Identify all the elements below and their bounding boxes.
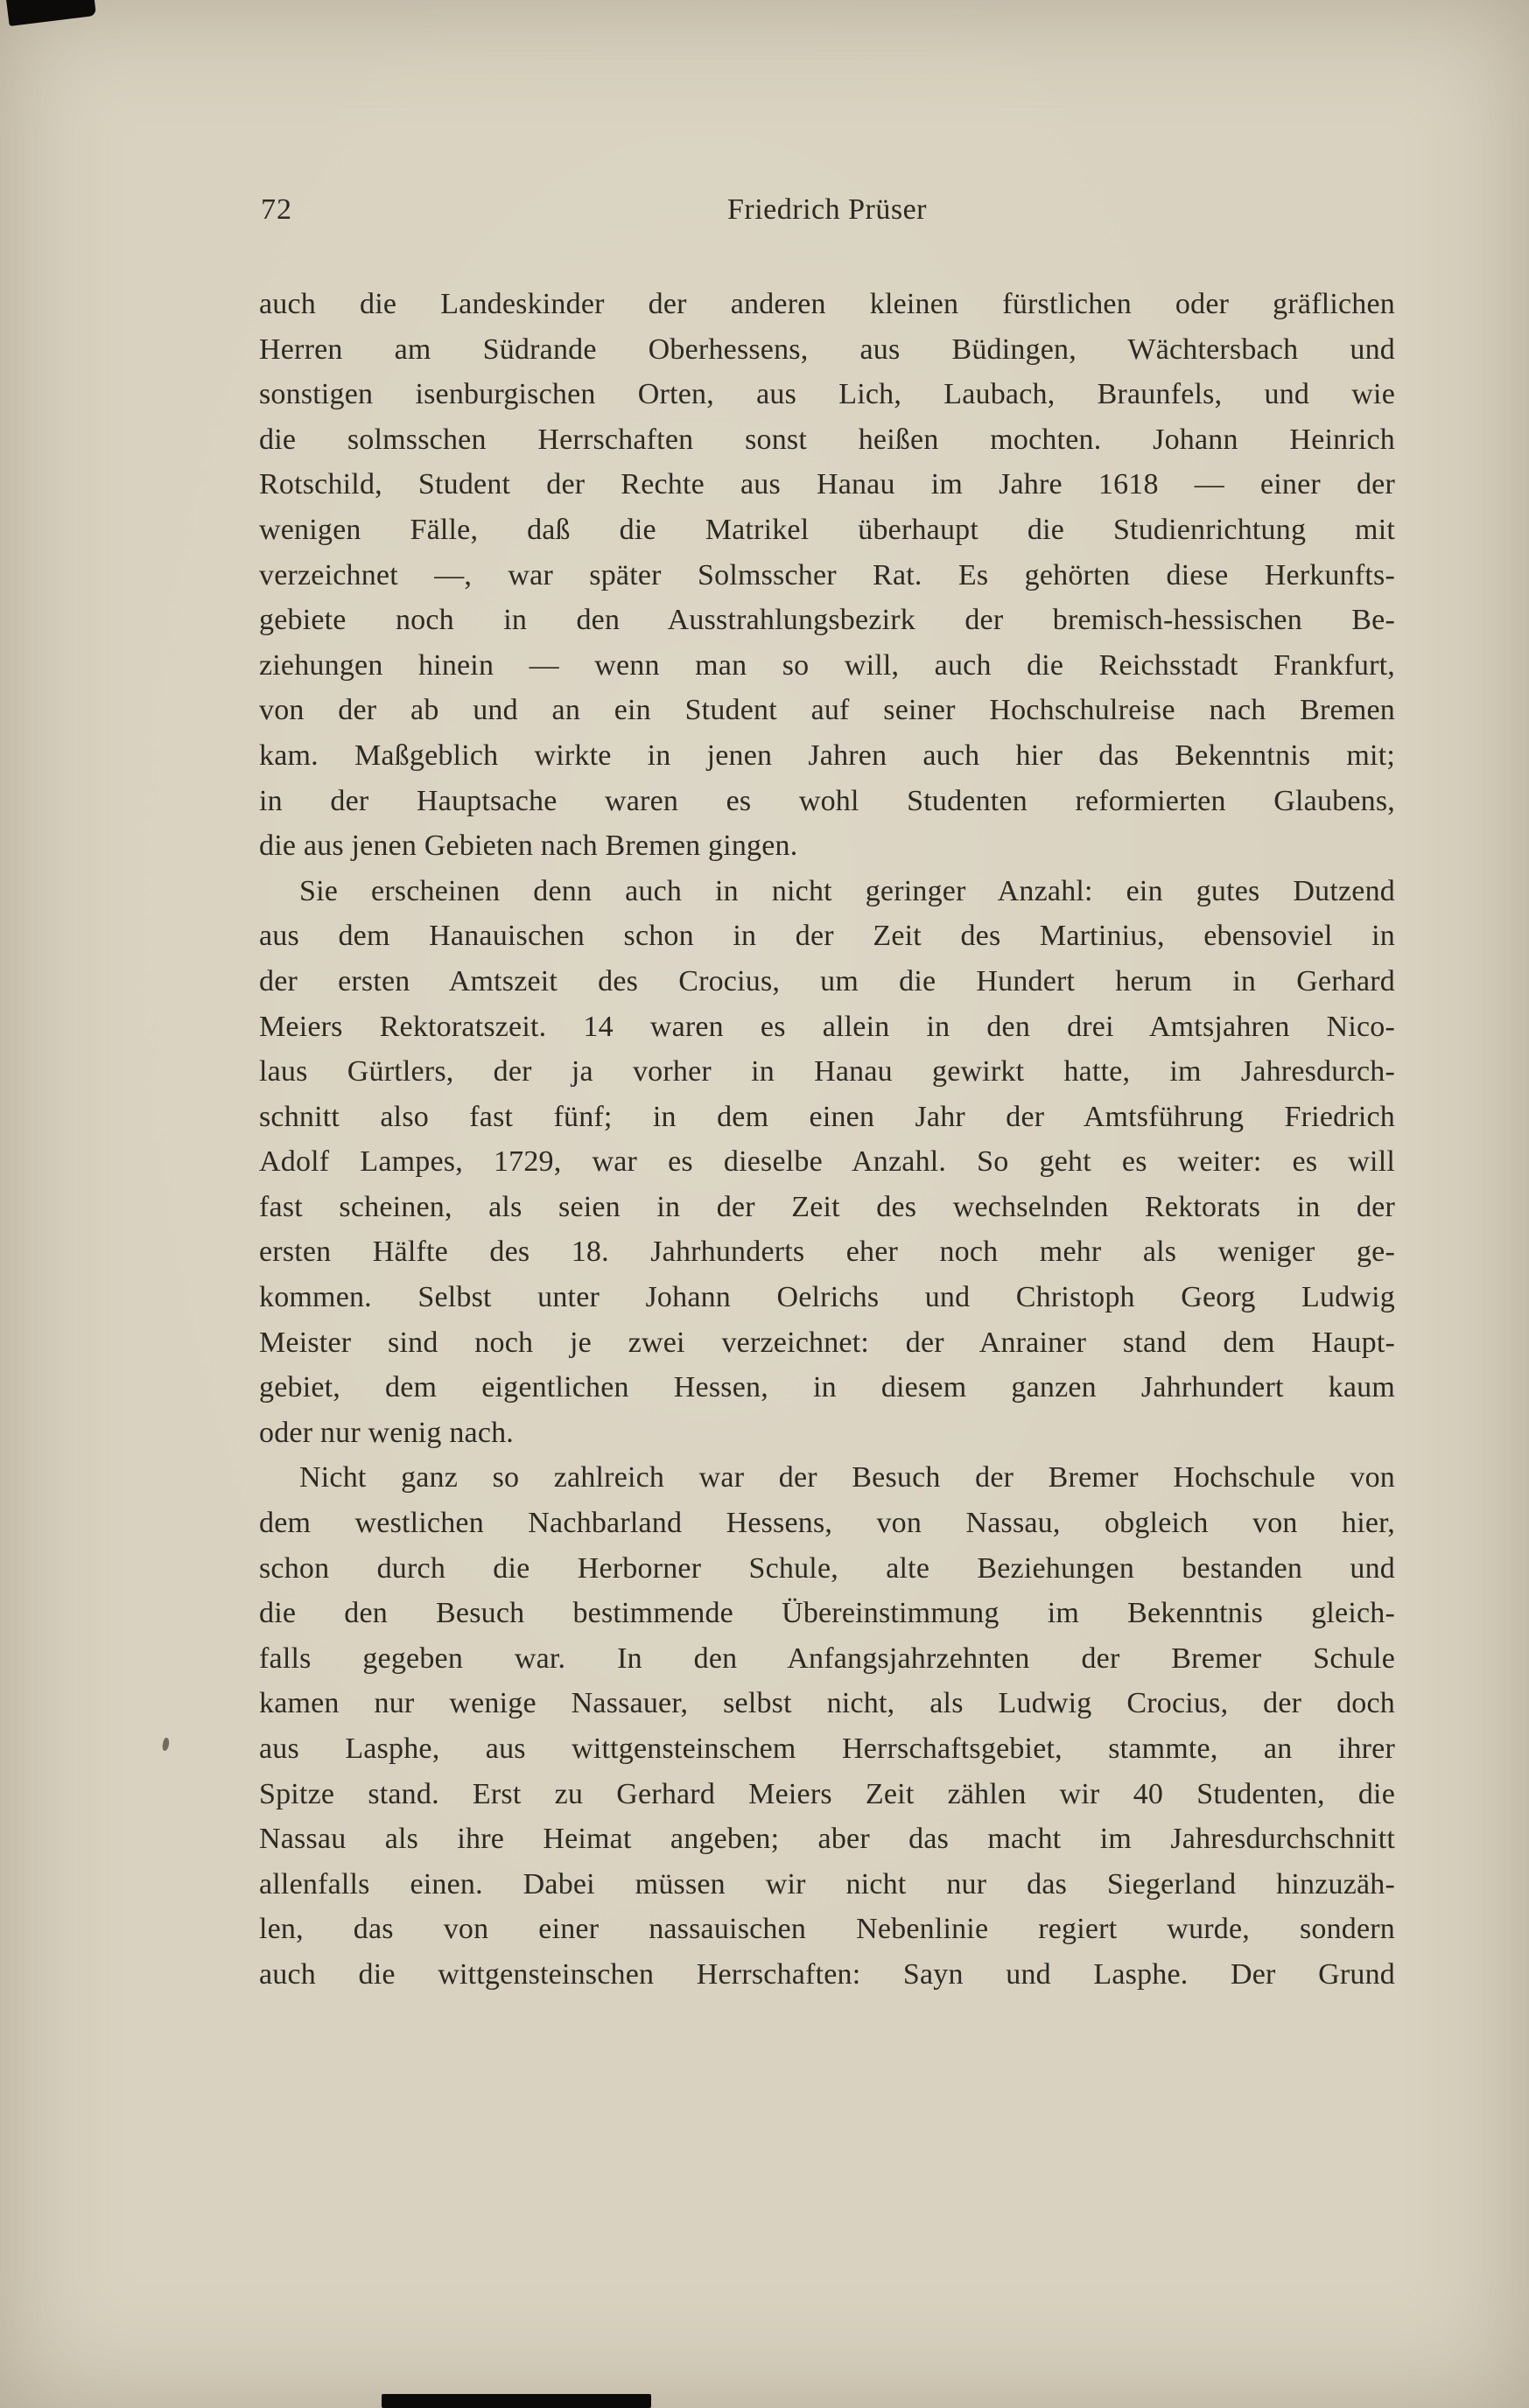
scan-artifact-top-left [5,0,96,26]
scan-artifact-bottom [382,2394,651,2408]
text-line: falls gegeben war. In den Anfangsjahrzehnten der Bremer Schule [259,1642,1395,1675]
text-line: Nassau als ihre Heimat angeben; aber das macht im Jahresdurchschnitt [259,1823,1395,1856]
text-line: Herren am Südrande Oberhessens, aus Büdingen, Wächtersbach und [259,332,1395,366]
text-line: auch die Landeskinder der anderen kleinen fürstlichen oder gräflichen [259,288,1395,320]
text-line: die aus jenen Gebieten nach Bremen gingen. [259,830,798,863]
text-line: Meister sind noch je zwei verzeichnet: der Anrainer stand dem Haupt- [259,1326,1395,1359]
text-line: Nicht ganz so zahlreich war der Besuch der Bremer Hochschule von [299,1461,1395,1494]
text-line: ersten Hälfte des 18. Jahrhunderts eher noch mehr als weniger ge- [259,1236,1395,1269]
text-line: verzeichnet —, war später Solmsscher Rat. Es gehörten diese Herkunfts- [259,558,1395,592]
text-line: kam. Maßgeblich wirkte in jenen Jahren auch hier das Bekenntnis mit; [259,738,1395,772]
text-line: Meiers Rektoratszeit. 14 waren es allein in den drei Amtsjahren Nico- [259,1010,1395,1043]
text-block [259,282,1395,1998]
scan-speck [162,1737,171,1751]
running-header: Friedrich Prüser [726,193,927,226]
text-line: von der ab und an ein Student auf seiner Hochschulreise nach Bremen [259,694,1395,727]
text-line: der ersten Amtszeit des Crocius, um die Hundert herum in Gerhard [259,964,1395,998]
text-line: oder nur wenig nach. [259,1416,515,1449]
text-line: gebiet, dem eigentlichen Hessen, in diesem ganzen Jahrhundert kaum [259,1371,1395,1404]
text-line: aus Lasphe, aus wittgensteinschem Herrschaftsgebiet, stammte, an ihrer [259,1732,1395,1765]
text-line: kamen nur wenige Nassauer, selbst nicht, als Ludwig Crocius, der doch [259,1687,1395,1720]
page-number: 72 [261,193,292,226]
text-line: kommen. Selbst unter Johann Oelrichs und Christoph Georg Ludwig [259,1281,1395,1314]
text-line: laus Gürtlers, der ja vorher in Hanau gewirkt hatte, im Jahresdurch- [259,1055,1395,1088]
text-line: Spitze stand. Erst zu Gerhard Meiers Zeit zählen wir 40 Studenten, die [259,1777,1395,1810]
text-line: Rotschild, Student der Rechte aus Hanau im Jahre 1618 — einer der [259,468,1395,501]
text-line: len, das von einer nassauischen Nebenlinie regiert wurde, sondern [259,1913,1395,1946]
text-line: Adolf Lampes, 1729, war es dieselbe Anzahl. So geht es weiter: es will [259,1145,1395,1179]
text-line: dem westlichen Nachbarland Hessens, von Nassau, obgleich von hier, [259,1507,1395,1540]
text-line: aus dem Hanauischen schon in der Zeit des Martinius, ebensoviel in [259,920,1395,953]
text-line: schon durch die Herborner Schule, alte Beziehungen bestanden und [259,1551,1395,1585]
text-line: in der Hauptsache waren es wohl Studenten reformierten Glaubens, [259,784,1395,817]
text-line: auch die wittgensteinschen Herrschaften: Sayn und Lasphe. Der Grund [259,1957,1395,1991]
text-line: schnitt also fast fünf; in dem einen Jahr der Amtsführung Friedrich [259,1100,1395,1133]
text-line: die solmsschen Herrschaften sonst heißen mochten. Johann Heinrich [259,423,1395,456]
text-line: die den Besuch bestimmende Übereinstimmung im Bekenntnis gleich- [259,1597,1395,1630]
text-line: wenigen Fälle, daß die Matrikel überhaupt die Studienrichtung mit [259,513,1395,546]
text-line: gebiete noch in den Ausstrahlungsbezirk der bremisch-hessischen Be- [259,604,1395,637]
text-line: Sie erscheinen denn auch in nicht geringer Anzahl: ein gutes Dutzend [299,874,1395,907]
text-line: sonstigen isenburgischen Orten, aus Lich, Laubach, Braunfels, und wie [259,378,1395,411]
page-header [259,191,1395,229]
text-line: allenfalls einen. Dabei müssen wir nicht nur das Siegerland hinzuzäh- [259,1867,1395,1900]
text-line: ziehungen hinein — wenn man so will, auch die Reichsstadt Frankfurt, [259,648,1395,682]
text-line: fast scheinen, als seien in der Zeit des wechselnden Rektorats in der [259,1190,1395,1223]
